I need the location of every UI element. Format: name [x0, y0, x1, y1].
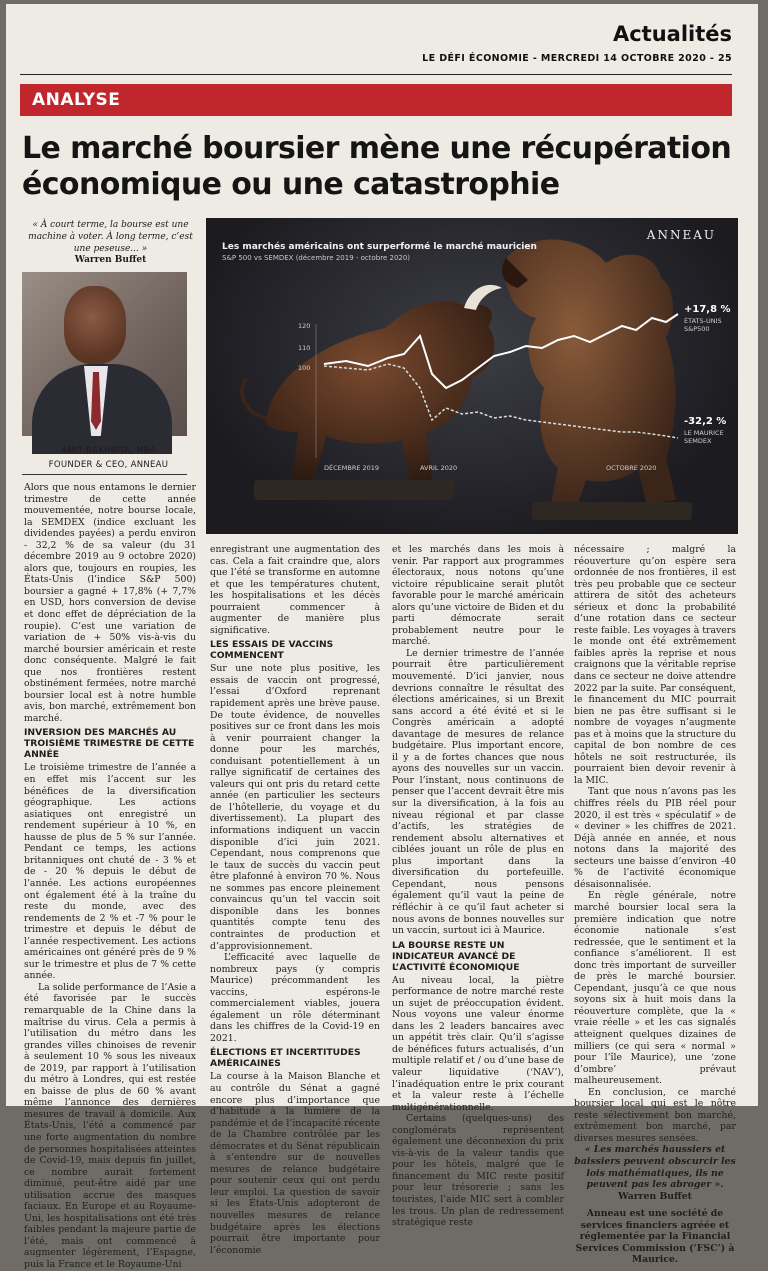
paragraph: Tant que nous n’avons pas les chiffres réels du PIB réel pour 2020, il est très « spéculatif » de « deviner » les chiffres de 2021. Déjà année en année, et nous notons dans la majorité des secteurs une baisse d’environ -40 % de l’activité économique désaisonnalisée. — [574, 786, 736, 890]
semdex-label-country: LE MAURICE — [684, 429, 724, 437]
month-mid: AVRIL 2020 — [420, 464, 458, 472]
subhead-bourse: LA BOURSE RESTE UN INDICATEUR AVANCÉ DE L’ACTIVITÉ ÉCONOMIQUE — [392, 939, 520, 973]
paragraph: En conclusion, ce marché boursier local qui est le nôtre reste sélectivement bon marché, extrêmement bon marché, par diverses mesures sensées. — [574, 1086, 736, 1144]
paragraph: L’efficacité avec laquelle de nombreux pays (y compris Maurice) précommandent les vaccins, espérons-le commercialement viables, jouera également un rôle déterminant dans les chiffres de la Covid-19 en 2021. — [210, 952, 380, 1044]
month-start: DÉCEMBRE 2019 — [324, 464, 380, 472]
paragraph: et les marchés dans les mois à venir. Par rapport aux programmes électoraux, nous notons qu’une victoire républicaine serait plutôt favorable pour le marché américain alors qu’une victoire de Biden et du parti démocrate serait probablement neutre pour le marché. — [392, 544, 564, 648]
closing-quote: « Les marchés haussiers et baissiers peuvent obscurcir les lois mathématiques, ils ne peuvent pas les abroger ». — [574, 1144, 736, 1191]
sp500-value: +17,8 % — [684, 304, 731, 315]
tick-110: 110 — [298, 344, 311, 352]
paragraph: nécessaire ; malgré la réouverture qu’on espère sera ordonnée de nos frontières, il est très peu probable que ce secteur attirera de sitôt des acheteurs sérieux et donc la probabilité d’une rotation dans ce secteur reste faible. Les voyages à travers le monde ont été extrêmement faibles après la reprise et nous craignons que la véritable reprise dans ce secteur ne doive attendre 2022 par la suite. Par conséquent, le financement du MIC pourrait bien ne pas être suffisant si le nombre de voyages n’augmente pas et à moins que la structure du capital de bon nombre de ces hôtels ne soit restructurée, ils pourraient bien devoir revenir à la MIC. — [574, 544, 736, 786]
company-bio: Anneau est une société de services financiers agréée et réglementée par la Financial Services Commission (‘FSC’) à Maurice. — [575, 1208, 735, 1266]
author-photo — [22, 272, 187, 436]
subhead-elections: ÉLECTIONS ET INCERTITUDES AMÉRICAINES — [210, 1047, 361, 1070]
kicker-band — [20, 84, 732, 116]
paragraph: Alors que nous entamons le dernier trimestre de cette année mouvementée, notre bourse locale, la SEMDEX (indice excluant les dividendes payées) a perdu environ - 32,2 % de sa valeur (du 31 décembre 2019 au 9 octobre 2020) alors que, toujours en roupies, les États-Unis (l’indice S&P 500) boursier a gagné + 17,8% (+ 7,7% en USD, hors conversion de devise et donc effet de dépréciation de la roupie). C’est une variation de variation de + 50% vis-à-vis du marché boursier américain et reste donc conséquente. Malgré le fait que nos frontières restent obstinément fermées, notre marché boursier local est à notre humble avis, bon marché, extrêmement bon marché. — [24, 482, 196, 724]
bull-sculpture — [242, 285, 502, 482]
sculpture-bases — [254, 480, 692, 520]
tick-100: 100 — [298, 364, 311, 372]
market-graphic — [206, 218, 738, 534]
article-column-2 — [210, 544, 380, 1256]
paragraph: La course à la Maison Blanche et au contrôle du Sénat a gagné encore plus d’importance que d’habitude à la lumière de la pandémie et de l’incapacité récente de la Chambre contrôlée par les démocrates et du Sénat républicain à s’entendre sur de nouvelles mesures de relance budgétaire pour soutenir ceux qui ont perdu leur emploi. La question de savoir si les États-Unis adopteront de nouvelles mesures de relance budgétaire après les élections pourrait être importante pour l’économie — [210, 1071, 380, 1256]
paragraph: La solide performance de l’Asie a été favorisée par le succès remarquable de la Chine dans la maîtrise du virus. Cela a permis à l’utilisation du métro dans les grandes villes chinoises de revenir à seulement 10 % sous les niveaux de 2019, par rapport à l’utilisation du métro à Londres, qui est restée en baisse de plus de 60 % avant même l’annonce des dernières mesures de travail à domicile. Aux États-Unis, l’été a commencé par une forte augmentation du nombre de personnes hospitalisées atteintes de Covid-19, mais depuis fin juillet, ce nombre aurait fortement diminué, peut-être aidé par une utilisation accrue des masques faciaux. En Europe et au Royaume-Uni, les hospitalisations ont été très faibles pendant la majeure partie de l’été, mais ont commencé à augmenter légèrement, l’Espagne, puis la France et le Royaume-Uni — [24, 981, 196, 1270]
subhead-inversion: INVERSION DES MARCHÉS AU TROISIÈME TRIMESTRE DE CETTE ANNÉE — [24, 727, 195, 761]
article-headline: Le marché boursier mène une récupération économique ou une catastrophie — [22, 131, 732, 202]
closing-quote-author: Warren Buffet — [618, 1190, 692, 1202]
paragraph: Certains (quelques-uns) des conglomérats représentent également une déconnexion du prix vis-à-vis de la valeur tandis que pour les hôtels, malgré que le financement du MIC reste positif pour leur trésorerie ; sans les touristes, l’aide MIC sert à combler les trous. Un plan de redressement stratégique reste — [392, 1113, 564, 1229]
kicker-label: ANALYSE — [32, 90, 121, 110]
article-column-3 — [392, 544, 564, 1229]
masthead-dateline: LE DÉFI ÉCONOMIE - MERCREDI 14 OCTOBRE 2020 - 25 — [422, 53, 732, 64]
sp500-label-country: ÉTATS-UNIS — [684, 317, 722, 325]
paragraph: Sur une note plus positive, les essais de vaccin ont progressé, l’essai d’Oxford reprenant rapidement après une brève pause. De toute évidence, de nouvelles positives sur ce front dans les mois à venir pourraient changer la donne pour les marchés, conduisant potentiellement à un rallye significatif de certaines des valeurs qui ont pris du retard cette année (en particulier les secteurs de l’hôtellerie, du voyage et du divertissement). La plupart des informations indiquent un vaccin disponible d’ici juin 2021. Cependant, nous comprenons que le taux de succès du vaccin peut être plafonné à environ 70 %. Nous ne sommes pas encore pleinement convaincus qu’un tel vaccin soit disponible dans les bonnes quantités compte tenu des contraintes de production et d’approvisionnement. — [210, 663, 380, 952]
sp500-label-index: S&P500 — [684, 325, 710, 333]
paragraph: Le troisième trimestre de l’année a en effet mis l’accent sur les bénéfices de la diversification géographique. Les actions asiatiques ont enregistré un rendement supérieur à 10 %, en hausse de plus de 5 % sur l’année. Pendant ce temps, les actions britanniques ont chuté de - 3 % et de - 20 % depuis le début de l’année. Les actions européennes ont également été à la traîne du reste du monde, avec des rendements de 2 % et -7 % pour le trimestre et depuis le début de l’année respectivement. Les actions américaines ont généré près de 9 % sur le trimestre et plus de 7 % cette année. — [24, 762, 196, 982]
article-column-4 — [574, 544, 736, 1266]
graphic-title: Les marchés américains ont surperformé le marché mauricien — [222, 242, 537, 252]
paragraph: Au niveau local, la piètre performance de notre marché reste un sujet de préoccupation évident. Nous voyons une valeur énorme dans les 2 leaders bancaires avec un appétit très clair. Qu’il s’agisse de bénéfices futurs actualisés, d’un multiple relatif et / ou d’une base de valeur liquidative (‘NAV’), l’inadéquation entre le prix courant et la valeur reste à l’échelle multigénérationnelle. — [392, 974, 564, 1113]
newspaper-page — [6, 4, 758, 1270]
photo-head — [64, 286, 126, 364]
semdex-label-index: SEMDEX — [684, 437, 712, 445]
paragraph: En règle générale, notre marché boursier local sera la première indication que notre économie nationale s’est redressée, que le sentiment et la confiance s’améliorent. Il est donc très important de surveiller de près le marché boursier. Cependant, jusqu’à ce que nous soyons six à huit mois dans la réouverture complète, que la « vraie réelle » et les cas signalés atteignent quelques dizaines de milliers (ce qui sera « normal » pour l’île Maurice), une ‘zone d’ombre’ prévaut malheureusement. — [574, 890, 736, 1087]
subhead-vaccins: LES ESSAIS DE VACCINS COMMENCENT — [210, 639, 334, 662]
pull-quote: « À court terme, la bourse est une machine à voter. À long terme, c’est une peseuse... » — [28, 220, 193, 254]
pull-quote-author: Warren Buffet — [74, 255, 147, 265]
graphic-artwork — [206, 218, 738, 534]
author-name: AMIT BAKHIRTA, MBA — [60, 446, 157, 456]
graphic-subtitle: S&P 500 vs SEMDEX (décembre 2019 - octobre 2020) — [222, 254, 411, 262]
caption-rule — [22, 474, 187, 475]
graphic-brand: ANNEAU — [646, 228, 716, 242]
month-end: OCTOBRE 2020 — [606, 464, 657, 472]
tick-120: 120 — [298, 322, 311, 330]
header-rule — [20, 74, 732, 75]
author-role: FOUNDER & CEO, ANNEAU — [48, 460, 169, 470]
article-column-1 — [24, 482, 196, 1271]
paragraph: Le dernier trimestre de l’année pourrait être particulièrement mouvementé. D’ici janvier, nous devrions connaître le résultat des élections américaines, si un Brexit sans accord a été évité et si le Congrès américain a adopté davantage de mesures de relance budgétaire. Plus important encore, il y a de fortes chances que nous ayons des nouvelles sur un vaccin. Pour l’instant, nous continuons de penser que l’accent devrait être mis sur la diversification, à la fois au niveau régional et par classe d’actifs, les stratégies de rendement absolu alternatives et ciblées jouant un rôle de plus en plus important dans la diversification du portefeuille. Cependant, nous pensons également qu’il vaut la peine de réfléchir à ce qu’il faut acheter si nous avons de bonnes nouvelles sur un vaccin, surtout ici à Maurice. — [392, 647, 564, 937]
section-title: Actualités — [612, 22, 732, 46]
paragraph: enregistrant une augmentation des cas. Cela a fait craindre que, alors que l’été se transforme en automne et que les températures chutent, les hospitalisations et les décès pourraient commencer à augmenter de manière plus significative. — [210, 544, 380, 636]
semdex-value: -32,2 % — [684, 416, 727, 427]
